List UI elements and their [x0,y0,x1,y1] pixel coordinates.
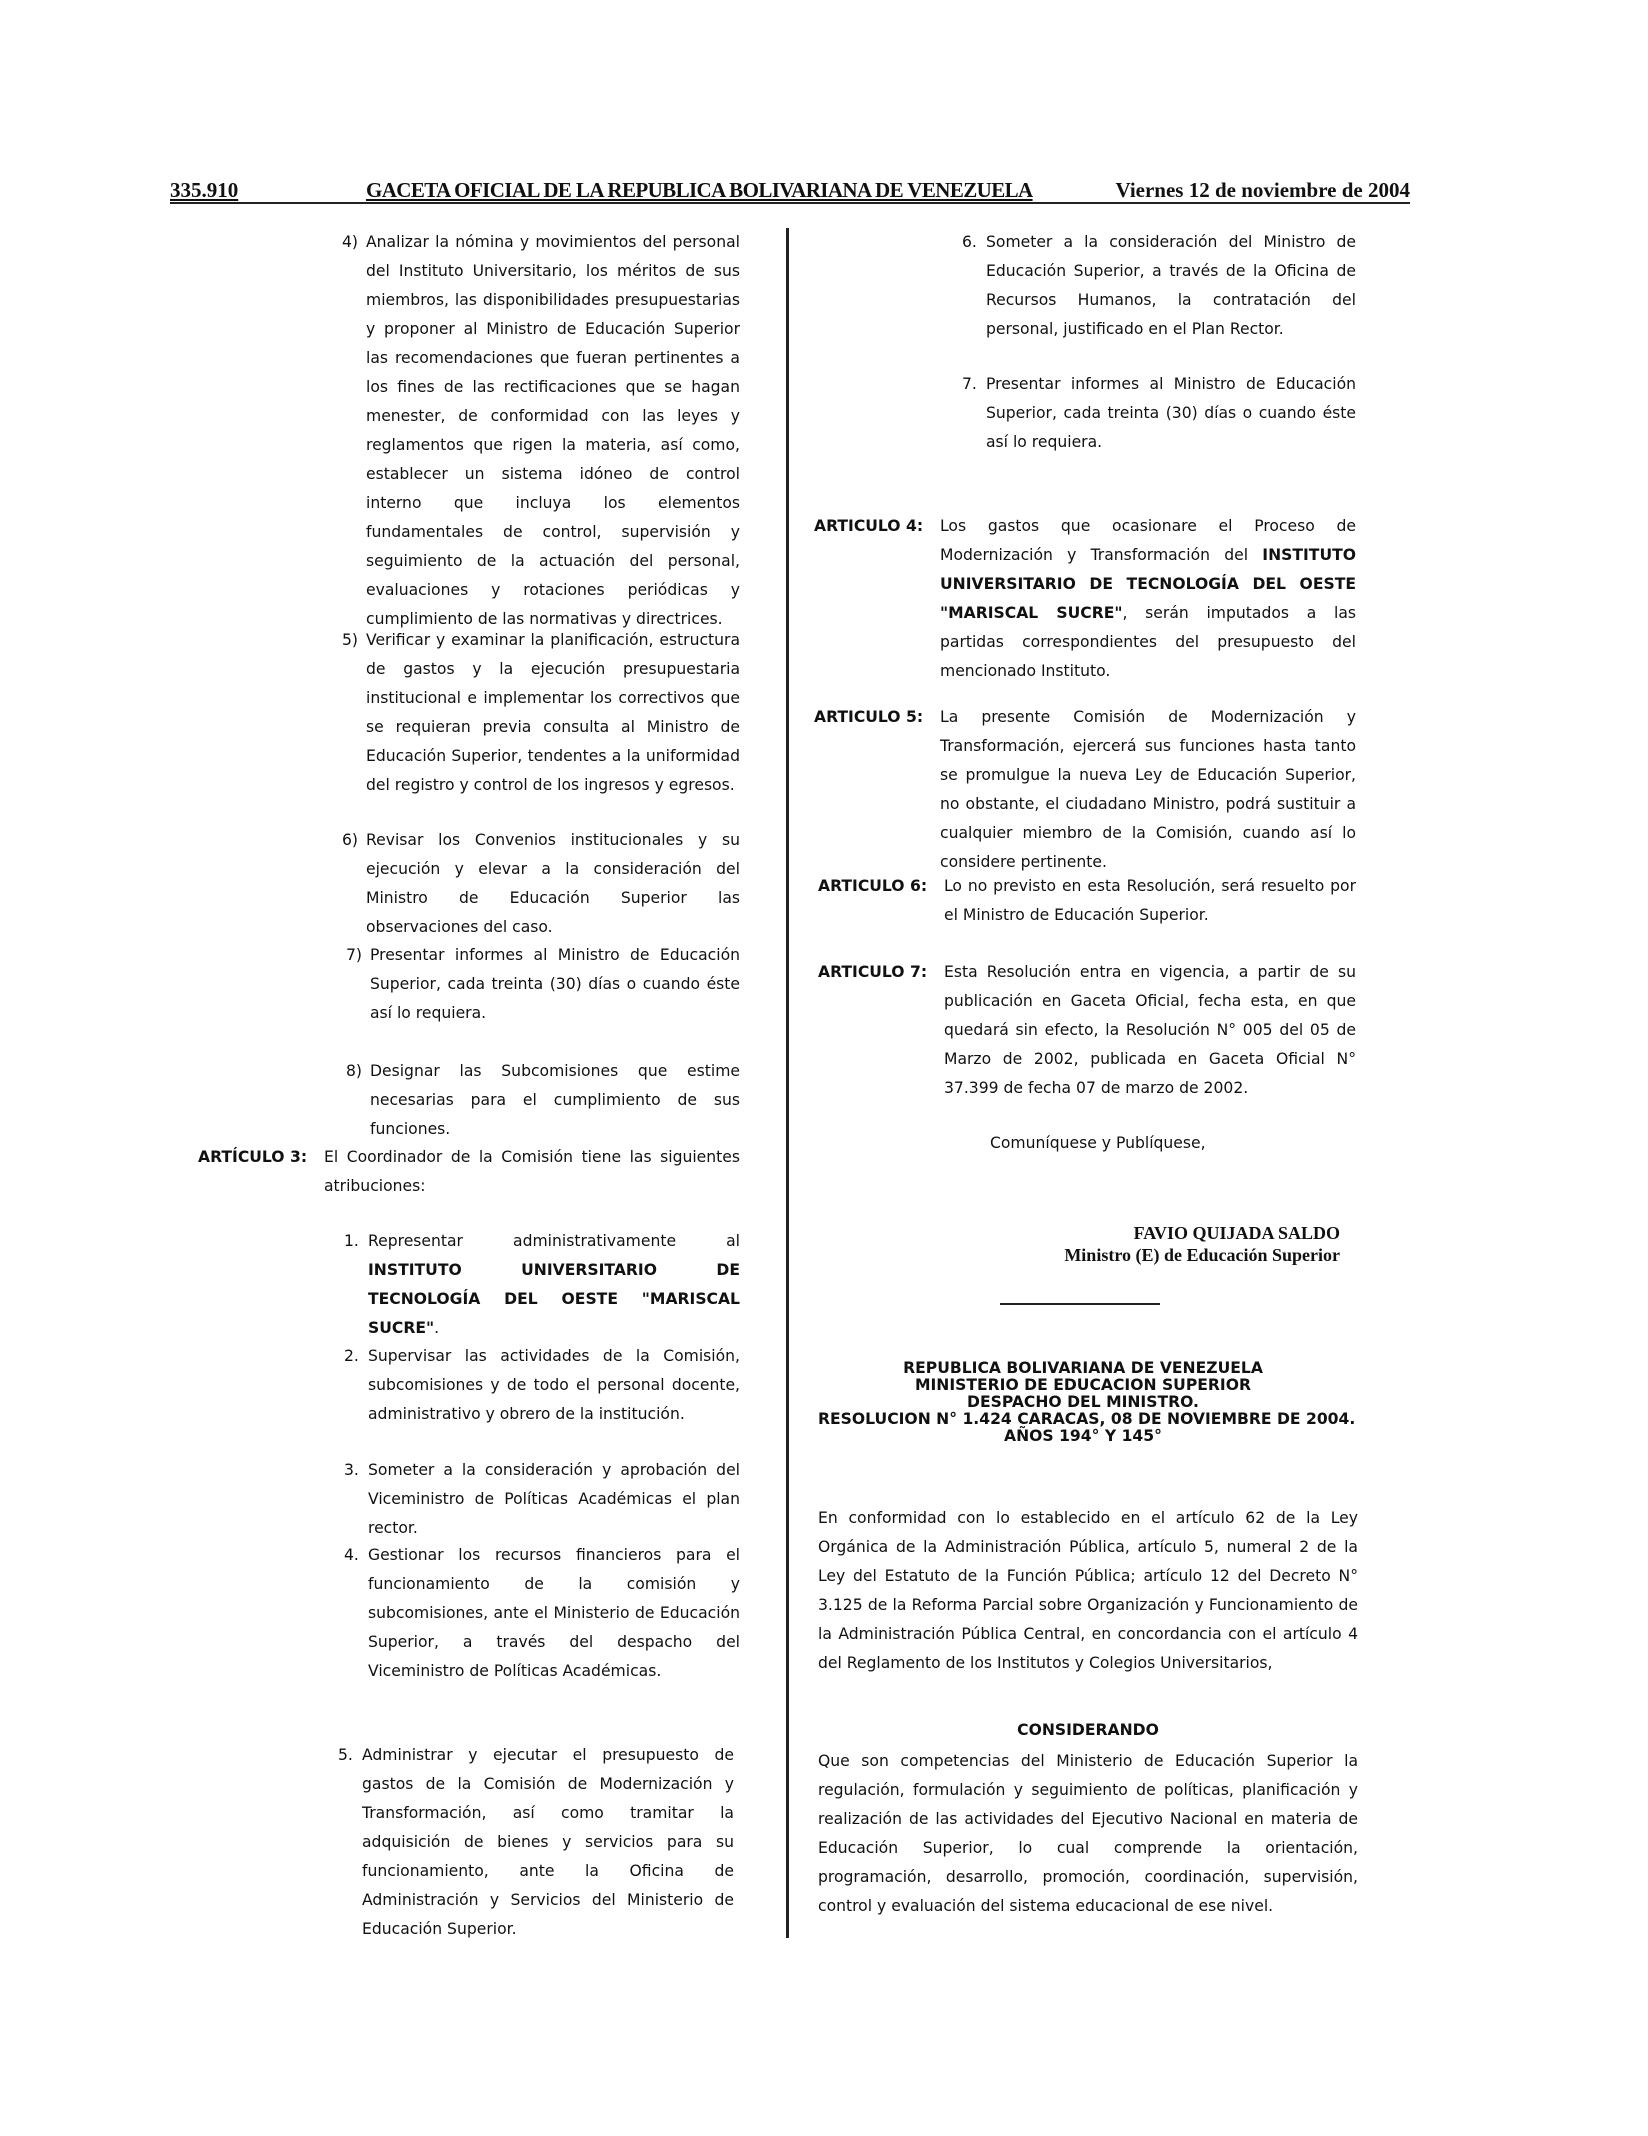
heading-line: REPUBLICA BOLIVARIANA DE VENEZUELA [903,1359,1263,1377]
gazette-header [170,178,1410,204]
item-number: 6) [342,831,359,849]
article-text-plain: Los gastos que ocasionare el Proceso de Modernización y Transformación del [940,517,1356,564]
closing-formula: Comuníquese y Publíquese, [990,1134,1206,1152]
article-3-intro: El Coordinador de la Comisión tiene las siguientes atribuciones: [324,1148,740,1195]
article-text-plain: , serán imputados a las partidas correspondientes del presupuesto del mencionado Instituto. [940,604,1356,680]
article-7-text: Esta Resolución entra en vigencia, a partir de su publicación en Gaceta Oficial, fecha esta, en que quedará sin efecto, la Resolución N° 005 del 05 de Marzo de 2002, publicada en Gaceta Oficial N° 37.399 de fecha 07 de marzo de 2002. [944,963,1356,1097]
issue-date: Viernes 12 de noviembre de 2004 [1115,178,1410,202]
institute-name: INSTITUTO UNIVERSITARIO DE TECNOLOGÍA DEL OESTE "MARISCAL SUCRE" [368,1261,740,1337]
article-5-text: La presente Comisión de Modernización y Transformación, ejercerá sus funciones hasta tanto se promulgue la nueva Ley de Educación Superior, no obstante, el ciudadano Ministro, podrá sustituir a cualquier miembro de la Comisión, cuando así lo considere pertinente. [940,708,1356,871]
item-text: Designar las Subcomisiones que estime necesarias para el cumplimiento de sus funciones. [370,1062,740,1138]
article-4-label: ARTICULO 4: [814,517,924,535]
item-text-plain: Representar administrativamente al [368,1232,740,1250]
item-number: 5) [342,631,359,649]
institute-name: INSTITUTO UNIVERSITARIO DE TECNOLOGÍA DEL OESTE "MARISCAL SUCRE" [940,546,1356,622]
item-number: 4. [344,1546,359,1564]
signature-block [1064,1222,1340,1266]
considerando-heading: CONSIDERANDO [1017,1721,1159,1739]
item-text: Verificar y examinar la planificación, estructura de gastos y la ejecución presupuestaria institucional e implementar los correctivos que se requieran previa consulta al Ministro de Educación Superior, tendentes a la uniformidad del registro y control de los ingresos y egresos. [366,631,740,794]
item-text: Someter a la consideración y aprobación del Viceministro de Políticas Académicas el plan rector. [368,1461,740,1537]
considerando-text: Que son competencias del Ministerio de Educación Superior la regulación, formulación y seguimiento de políticas, planificación y realización de las actividades del Ejecutivo Nacional en materia de Educación Superior, lo cual comprende la orientación, programación, desarrollo, promoción, coordinación, supervisión, control y evaluación del sistema educacional de ese nivel. [818,1752,1358,1915]
item-text: Revisar los Convenios institucionales y su ejecución y elevar a la consideración del Ministro de Educación Superior las observaciones del caso. [366,831,740,936]
page-number: 335.910 [170,178,239,202]
item-number: 4) [342,233,359,251]
item-number: 7. [962,375,977,393]
item-number: 1. [344,1232,359,1250]
item-text [368,1227,740,1343]
separator-rule [1000,1303,1160,1305]
item-number: 2. [344,1347,359,1365]
heading-line: AÑOS 194° Y 145° [1004,1427,1162,1445]
article-4-text [940,512,1356,686]
article-3-label: ARTÍCULO 3: [198,1148,308,1166]
resolution-heading [818,1359,1356,1445]
article-6-label: ARTICULO 6: [818,877,928,895]
heading-line: MINISTERIO DE EDUCACION SUPERIOR [914,1376,1251,1394]
item-text: Someter a la consideración del Ministro de Educación Superior, a través de la Oficina de Recursos Humanos, la contratación del personal, justificado en el Plan Rector. [986,233,1356,338]
item-text: Analizar la nómina y movimientos del personal del Instituto Universitario, los méritos de sus miembros, las disponibilidades presupuestarias y proponer al Ministro de Educación Superior las recomendaciones que fueran pertinentes a los fines de las rectificaciones que se hagan menester, de conformidad con las leyes y reglamentos que rigen la materia, así como, establecer un sistema idóneo de control interno que incluya los elementos fundamentales de control, supervisión y seguimiento de la actuación del personal, evaluaciones y rotaciones periódicas y cumplimiento de las normativas y directrices. [366,233,740,628]
item-text: Administrar y ejecutar el presupuesto de gastos de la Comisión de Modernización y Transformación, así como tramitar la adquisición de bienes y servicios para su funcionamiento, ante la Oficina de Administración y Servicios del Ministerio de Educación Superior. [362,1746,734,1938]
column-divider [786,228,789,1938]
item-number: 6. [962,233,977,251]
article-6-text: Lo no previsto en esta Resolución, será resuelto por el Ministro de Educación Superior. [944,877,1356,924]
item-number: 7) [346,946,363,964]
item-text: Gestionar los recursos financieros para el funcionamiento de la comisión y subcomisiones, ante el Ministerio de Educación Superior, a través del despacho del Viceministro de Políticas Académicas. [368,1546,740,1680]
item-number: 3. [344,1461,359,1479]
item-number: 8) [346,1062,363,1080]
signatory-name: FAVIO QUIJADA SALDO [1133,1223,1340,1243]
heading-line: RESOLUCION N° 1.424 CARACAS, 08 DE NOVIEMBRE DE 2004. [818,1410,1356,1428]
item-text: Presentar informes al Ministro de Educación Superior, cada treinta (30) días o cuando éste así lo requiera. [986,375,1356,451]
resolution-preamble: En conformidad con lo establecido en el artículo 62 de la Ley Orgánica de la Administración Pública, artículo 5, numeral 2 de la Ley del Estatuto de la Función Pública; artículo 12 del Decreto N° 3.125 de la Reforma Parcial sobre Organización y Funcionamiento de la Administración Pública Central, en concordancia con el artículo 4 del Reglamento de los Institutos y Colegios Universitarios, [818,1509,1358,1672]
signatory-title: Ministro (E) de Educación Superior [1064,1245,1340,1265]
item-text: Supervisar las actividades de la Comisión, subcomisiones y de todo el personal docente, administrativo y obrero de la institución. [368,1347,740,1423]
item-number: 5. [338,1746,353,1764]
header-rule [170,202,1410,204]
item-text-plain: . [434,1319,440,1337]
heading-line: DESPACHO DEL MINISTRO. [967,1393,1199,1411]
article-7-label: ARTICULO 7: [818,963,928,981]
gazette-title: GACETA OFICIAL DE LA REPUBLICA BOLIVARIANA DE VENEZUELA [366,178,1033,202]
article-5-label: ARTICULO 5: [814,708,924,726]
item-text: Presentar informes al Ministro de Educación Superior, cada treinta (30) días o cuando éste así lo requiera. [370,946,740,1022]
